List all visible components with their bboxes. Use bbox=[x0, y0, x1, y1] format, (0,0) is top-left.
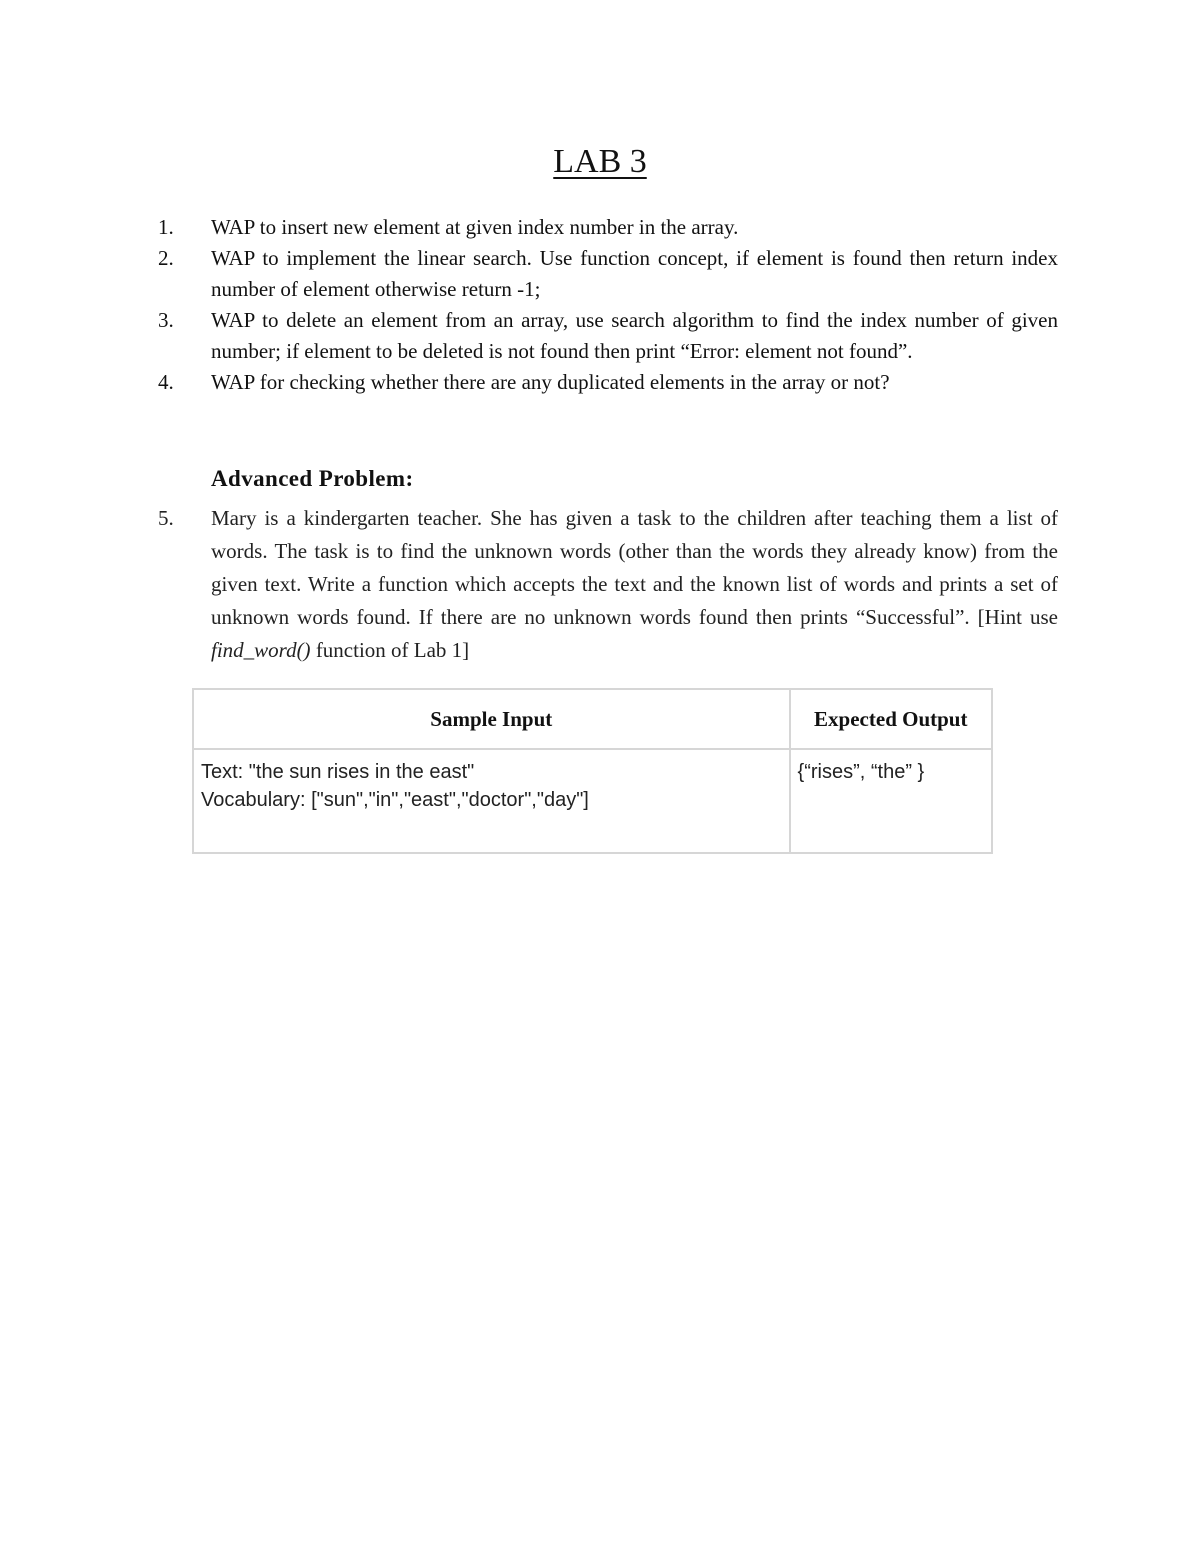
problem-item-1 bbox=[158, 212, 1058, 243]
problem-text: WAP for checking whether there are any duplicated elements in the array or not? bbox=[211, 370, 890, 394]
hint-function-name: find_word() bbox=[211, 638, 311, 662]
problem-number: 4. bbox=[158, 370, 174, 394]
advanced-problem-item bbox=[158, 502, 1058, 667]
advanced-problem-heading: Advanced Problem: bbox=[211, 466, 414, 491]
problem-text: WAP to implement the linear search. Use function concept, if element is found then return index number of element otherwise return -1; bbox=[211, 246, 1058, 301]
problem-text: WAP to insert new element at given index number in the array. bbox=[211, 215, 739, 239]
expected-output-cell: {“rises”, “the” } bbox=[790, 749, 992, 853]
problem-list bbox=[158, 212, 1058, 398]
problem-item-2 bbox=[158, 243, 1058, 305]
header-expected-output: Expected Output bbox=[790, 689, 992, 749]
page-title: LAB 3 bbox=[553, 143, 647, 180]
problem-number: 3. bbox=[158, 308, 174, 332]
table-header-row bbox=[193, 689, 992, 749]
advanced-problem-text: Mary is a kindergarten teacher. She has given a task to the children after teaching them a list of words. The task is to find the unknown words (other than the words they already know) from the given text. Write a function which accepts the text and the known list of words and prints a set of unknown words found. If there are no unknown words found then prints “Successful”. [Hint use bbox=[211, 506, 1058, 629]
problem-item-3 bbox=[158, 305, 1058, 367]
problem-text: WAP to delete an element from an array, use search algorithm to find the index number of given number; if element to be deleted is not found then print “Error: element not found”. bbox=[211, 308, 1058, 363]
sample-input-vocabulary-line: Vocabulary: ["sun","in","east","doctor","day"] bbox=[201, 789, 589, 811]
problem-item-4 bbox=[158, 367, 1058, 398]
header-sample-input: Sample Input bbox=[193, 689, 790, 749]
problem-number: 2. bbox=[158, 246, 174, 270]
sample-input-cell bbox=[193, 749, 790, 853]
problem-number: 1. bbox=[158, 215, 174, 239]
sample-input-text-line: Text: "the sun rises in the east" bbox=[201, 761, 475, 783]
sample-io-table bbox=[192, 688, 993, 854]
problem-number: 5. bbox=[158, 506, 174, 530]
advanced-problem-text-end: function of Lab 1] bbox=[310, 638, 470, 662]
table-row bbox=[193, 749, 992, 853]
